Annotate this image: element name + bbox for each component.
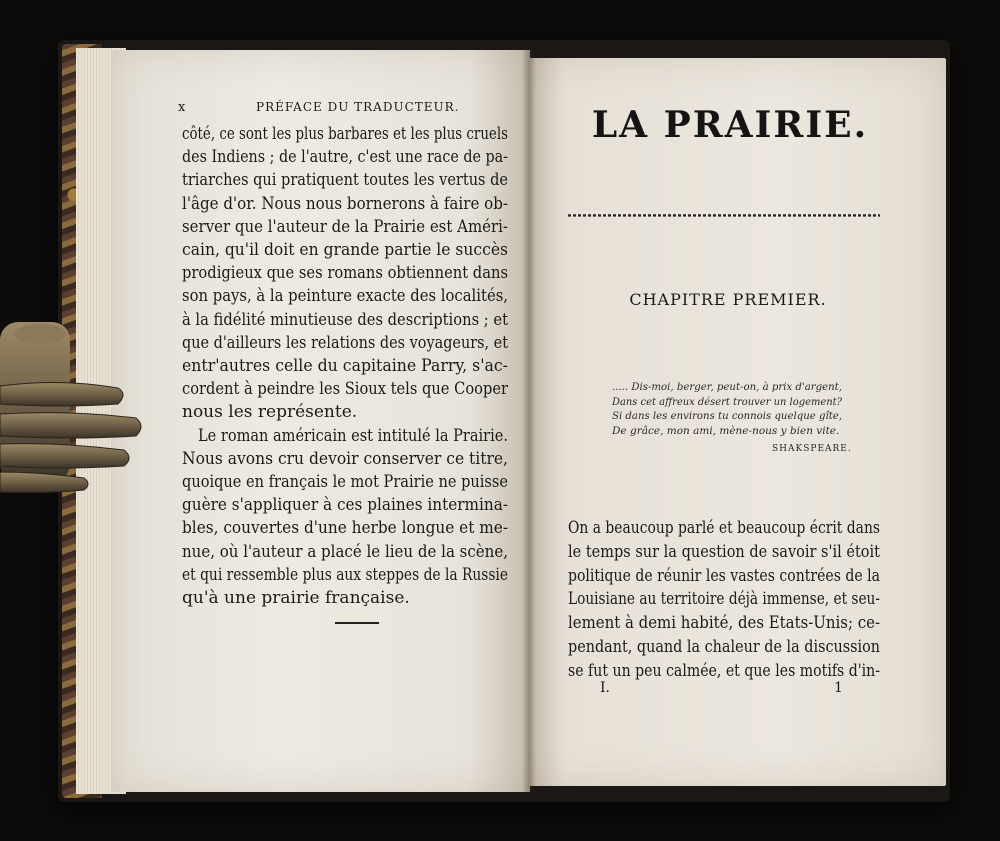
end-rule <box>335 622 379 624</box>
text-line: Nous avons cru devoir conserver ce titre, <box>182 448 508 469</box>
epigraph-author: SHAKSPEARE. <box>772 444 852 454</box>
text-line: lement à demi habité, des Etats-Unis; ce- <box>568 613 880 634</box>
text-line: et qui ressemble plus aux steppes de la Russie <box>182 564 508 585</box>
text-line: le temps sur la question de savoir s'il étoit <box>568 541 880 562</box>
text-line: Louisiane au territoire déjà immense, et seu- <box>568 589 880 610</box>
text-line: cain, qu'il doit en grande partie le succès <box>182 240 508 260</box>
epigraph-line: De grâce, mon ami, mène-nous y bien vite. <box>612 424 840 437</box>
text-line: triarches qui pratiquent toutes les vertus de <box>182 170 508 191</box>
text-line: pendant, quand la chaleur de la discussion <box>568 637 880 657</box>
text-line: server que l'auteur de la Prairie est Améri- <box>182 216 508 237</box>
bronze-hand-bookholder <box>0 312 148 502</box>
running-head <box>178 100 508 120</box>
text-line: se fut un peu calmée, et que les motifs d'in- <box>568 660 880 681</box>
text-line: que d'ailleurs les relations des voyageurs, et <box>182 332 508 353</box>
epigraph-line: ..... Dis-moi, berger, peut-on, à prix d'argent, <box>612 381 842 393</box>
text-line: nue, où l'auteur a placé le lieu de la scène, <box>182 541 508 562</box>
book-gutter <box>522 50 536 792</box>
text-line: Le roman américain est intitulé la Prairie. <box>198 425 508 446</box>
text-line: nous les représente. <box>182 402 358 423</box>
text-line: politique de réunir les vastes contrées de la <box>568 565 880 586</box>
chapter-heading: CHAPITRE PREMIER. <box>629 290 827 309</box>
text-line: prodigieux que ses romans obtiennent dans <box>182 263 508 284</box>
text-line: son pays, à la peinture exacte des localités, <box>182 286 508 307</box>
text-line: entr'autres celle du capitaine Parry, s'ac- <box>182 356 508 376</box>
text-line: côté, ce sont les plus barbares et les plus cruels <box>182 124 508 144</box>
text-line: à la fidélité minutieuse des descriptions ; et <box>182 309 508 330</box>
text-line: guère s'appliquer à ces plaines intermina- <box>182 495 508 516</box>
text-line: quoique en français le mot Prairie ne puisse <box>182 472 508 492</box>
text-line: bles, couvertes d'une herbe longue et me- <box>182 518 508 539</box>
text-line: cordent à peindre les Sioux tels que Cooper <box>182 379 508 400</box>
book-title: LA PRAIRIE. <box>591 104 869 146</box>
text-line: On a beaucoup parlé et beaucoup écrit dans <box>568 518 880 538</box>
text-line: l'âge d'or. Nous nous bornerons à faire ob- <box>182 193 508 214</box>
epigraph-line: Si dans les environs tu connois quelque gîte, <box>612 410 842 422</box>
running-title: PRÉFACE DU TRADUCTEUR. <box>256 100 460 114</box>
right-page-number: 1 <box>834 680 843 696</box>
signature-mark: I. <box>600 680 610 696</box>
text-line: qu'à une prairie française. <box>182 588 410 608</box>
text-line: des Indiens ; de l'autre, c'est une race de pa- <box>182 147 508 168</box>
left-page-number: x <box>178 100 187 115</box>
epigraph-line: Dans cet affreux désert trouver un logement? <box>612 395 842 408</box>
